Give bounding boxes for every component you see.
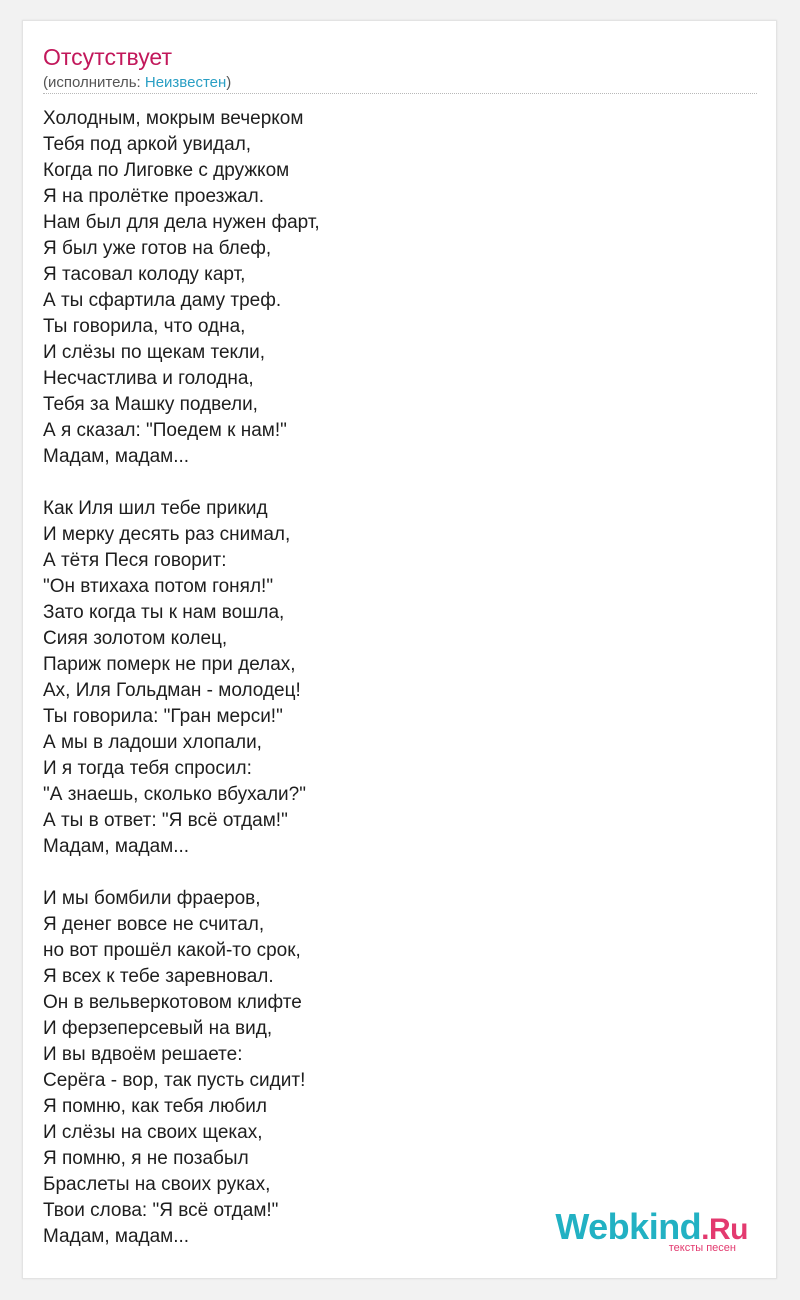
lyric-line: И слёзы на своих щеках, [43, 1122, 263, 1143]
performer-line [43, 73, 231, 93]
lyric-line: Зато когда ты к нам вошла, [43, 602, 285, 623]
lyric-line: Когда по Лиговке с дружком [43, 160, 290, 181]
lyric-line: И слёзы по щекам текли, [43, 342, 266, 363]
performer-link[interactable]: Неизвестен [144, 74, 227, 91]
logo-tagline: тексты песен [668, 1242, 736, 1254]
lyric-line: Браслеты на своих руках, [43, 1174, 271, 1195]
lyric-line: А мы в ладоши хлопали, [43, 732, 262, 753]
lyric-line: Я денег вовсе не считал, [43, 914, 265, 935]
performer-prefix: (исполнитель: [43, 74, 145, 91]
stanza-3 [43, 886, 743, 1250]
stanza-2 [43, 496, 743, 860]
lyric-line: Мадам, мадам... [43, 1226, 190, 1247]
song-title: Отсутствует [43, 44, 172, 70]
lyric-line: Серёга - вор, так пусть сидит! [43, 1070, 306, 1091]
lyrics-body [43, 106, 743, 1276]
site-logo[interactable] [555, 1206, 748, 1254]
lyric-line: Я всех к тебе заревновал. [43, 966, 274, 987]
lyric-line: И ферзеперсевый на вид, [43, 1018, 273, 1039]
lyrics-card [22, 20, 777, 1279]
lyric-line: Тебя за Машку подвели, [43, 394, 258, 415]
lyric-line: "Он втихаха потом гонял!" [43, 576, 274, 597]
lyric-line: Ах, Иля Гольдман - молодец! [43, 680, 301, 701]
lyric-line: И я тогда тебя спросил: [43, 758, 252, 779]
lyric-line: но вот прошёл какой-то срок, [43, 940, 301, 961]
logo-main-text: Webkind [555, 1206, 702, 1247]
lyric-line: "А знаешь, сколько вбухали?" [43, 784, 306, 805]
lyric-line: Я помню, я не позабыл [43, 1148, 249, 1169]
lyric-line: А ты в ответ: "Я всё отдам!" [43, 810, 288, 831]
lyric-line: Я на пролётке проезжал. [43, 186, 264, 207]
lyric-line: Мадам, мадам... [43, 446, 190, 467]
lyric-line: Сияя золотом колец, [43, 628, 228, 649]
logo-wordmark [555, 1206, 748, 1247]
lyric-line: Как Иля шил тебе прикид [43, 498, 268, 519]
lyric-line: Он в вельверкотовом клифте [43, 992, 302, 1013]
logo-suffix-text: .Ru [701, 1213, 748, 1246]
lyric-line: Я тасовал колоду карт, [43, 264, 246, 285]
lyric-line: И мерку десять раз снимал, [43, 524, 291, 545]
lyric-line: Ты говорила: "Гран мерси!" [43, 706, 283, 727]
performer-suffix: ) [226, 74, 232, 91]
lyric-line: И вы вдвоём решаете: [43, 1044, 243, 1065]
lyric-line: Париж померк не при делах, [43, 654, 296, 675]
lyric-line: Мадам, мадам... [43, 836, 190, 857]
lyric-line: Твои слова: "Я всё отдам!" [43, 1200, 279, 1221]
lyric-line: А я сказал: "Поедем к нам!" [43, 420, 287, 441]
lyric-line: А тётя Песя говорит: [43, 550, 227, 571]
lyric-line: Несчастлива и голодна, [43, 368, 254, 389]
lyric-line: Ты говорила, что одна, [43, 316, 246, 337]
lyric-line: Нам был для дела нужен фарт, [43, 212, 320, 233]
lyric-line: Я помню, как тебя любил [43, 1096, 267, 1117]
stanza-1 [43, 106, 743, 470]
lyric-line: И мы бомбили фраеров, [43, 888, 261, 909]
lyric-line: Холодным, мокрым вечерком [43, 108, 304, 129]
lyric-line: А ты сфартила даму треф. [43, 290, 282, 311]
lyric-line: Тебя под аркой увидал, [43, 134, 252, 155]
lyric-line: Я был уже готов на блеф, [43, 238, 272, 259]
dotted-divider [43, 93, 757, 94]
